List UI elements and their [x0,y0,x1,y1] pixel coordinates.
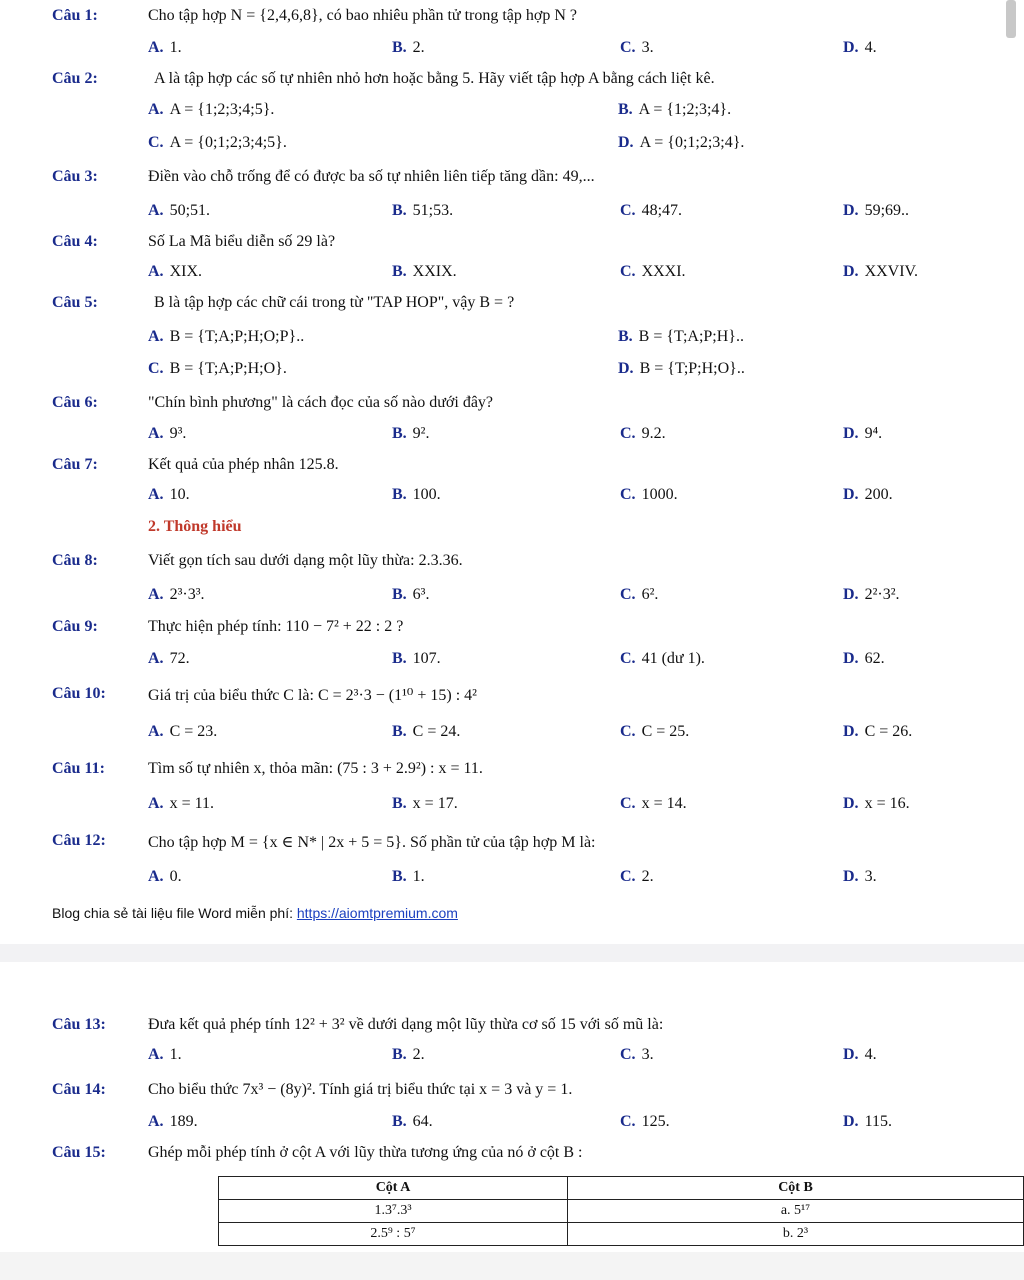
question-text: Điền vào chỗ trống để có được ba số tự nhiên liên tiếp tăng dần: 49,... [148,168,595,185]
option-b: B. 6³. [392,586,430,603]
option-a: A. 9³. [148,425,187,442]
question-label: Câu 10: [52,685,106,702]
question-label: Câu 11: [52,760,105,777]
option-d: D. x = 16. [843,795,910,812]
question-text: "Chín bình phương" là cách đọc của số nào dưới đây? [148,394,494,411]
option-b: B. 1. [392,868,425,885]
question-label: Câu 12: [52,832,106,849]
question-label: Câu 9: [52,618,98,635]
table-row [219,1223,1024,1246]
question-text: Viết gọn tích sau dưới dạng một lũy thừa: 2.3.36. [148,552,463,569]
option-a: A. 10. [148,486,190,503]
option-c: C. 9.2. [620,425,666,442]
question-label: Câu 6: [52,394,98,411]
option-c: C. 6². [620,586,659,603]
option-c: C. 41 (dư 1). [620,650,705,667]
option-d: D. 4. [843,39,877,56]
option-b: B. 9². [392,425,430,442]
question-text: Cho tập hợp M = {x ∈ N* | 2x + 5 = 5}. Số phần tử của tập hợp M là: [148,834,596,851]
option-c: C. C = 25. [620,723,690,740]
question-label: Câu 4: [52,233,98,250]
option-b: B. B = {T;A;P;H}.. [618,328,744,345]
question-label: Câu 1: [52,7,98,24]
question-text: Thực hiện phép tính: 110 − 7² + 22 : 2 ? [148,618,404,635]
option-c: C. XXXI. [620,263,686,280]
option-c: C. 3. [620,1046,654,1063]
table-cell: 2.5⁹ : 5⁷ [219,1223,568,1246]
option-c: C. 2. [620,868,654,885]
question-label: Câu 3: [52,168,98,185]
table-cell: 1.3⁷.3³ [219,1200,568,1223]
option-c: C. B = {T;A;P;H;O}. [148,360,287,377]
table-header: Cột A [219,1177,568,1200]
table-header-row [219,1177,1024,1200]
option-c: C. 3. [620,39,654,56]
option-d: D. 3. [843,868,877,885]
option-d: D. 2²·3². [843,586,900,603]
option-c: C. 48;47. [620,202,683,219]
option-b: B. C = 24. [392,723,461,740]
question-label: Câu 8: [52,552,98,569]
question-label: Câu 2: [52,70,98,87]
option-b: B. x = 17. [392,795,458,812]
table-header: Cột B [568,1177,1024,1200]
option-a: A. 72. [148,650,190,667]
blog-note: Blog chia sẻ tài liệu file Word miễn phí: https://aiomtpremium.com [52,905,458,921]
question-label: Câu 13: [52,1016,106,1033]
question-text: Kết quả của phép nhân 125.8. [148,456,339,473]
scrollbar-thumb[interactable] [1006,0,1016,38]
option-d: D. A = {0;1;2;3;4}. [618,134,745,151]
option-a: A. C = 23. [148,723,218,740]
option-a: A. B = {T;A;P;H;O;P}.. [148,328,305,345]
option-a: A. 50;51. [148,202,211,219]
table-cell: a. 5¹⁷ [568,1200,1024,1223]
option-b: B. 51;53. [392,202,454,219]
option-b: B. 2. [392,1046,425,1063]
option-a: A. 189. [148,1113,198,1130]
option-a: A. 2³·3³. [148,586,205,603]
option-a: A. 1. [148,1046,182,1063]
option-d: D. XXVIV. [843,263,919,280]
table-row [219,1200,1024,1223]
option-d: D. 200. [843,486,893,503]
table-cell: b. 2³ [568,1223,1024,1246]
question-text: Ghép mỗi phép tính ở cột A với lũy thừa tương ứng của nó ở cột B : [148,1144,583,1161]
question-text: B là tập hợp các chữ cái trong từ "TAP HOP", vậy B = ? [154,294,515,311]
option-b: B. A = {1;2;3;4}. [618,101,732,118]
question-label: Câu 5: [52,294,98,311]
option-b: B. 64. [392,1113,433,1130]
question-text: Số La Mã biểu diễn số 29 là? [148,233,336,250]
option-d: D. 115. [843,1113,892,1130]
option-a: A. x = 11. [148,795,214,812]
option-c: C. 1000. [620,486,678,503]
blog-link[interactable]: https://aiomtpremium.com [296,905,458,921]
option-b: B. XXIX. [392,263,457,280]
question-text: Cho biểu thức 7x³ − (8y)². Tính giá trị biểu thức tại x = 3 và y = 1. [148,1081,573,1098]
question-text: Giá trị của biểu thức C là: C = 2³·3 − (1¹⁰ + 15) : 4² [148,687,477,704]
question-text: A là tập hợp các số tự nhiên nhỏ hơn hoặc bằng 5. Hãy viết tập hợp A bằng cách liệt kê. [154,70,715,87]
option-a: A. A = {1;2;3;4;5}. [148,101,275,118]
option-b: B. 2. [392,39,425,56]
question-label: Câu 14: [52,1081,106,1098]
matching-table [218,1176,1024,1246]
option-c: C. A = {0;1;2;3;4;5}. [148,134,287,151]
section-heading: 2. Thông hiểu [148,518,242,535]
question-label: Câu 7: [52,456,98,473]
option-b: B. 107. [392,650,441,667]
option-a: A. 1. [148,39,182,56]
option-d: D. 9⁴. [843,425,883,442]
question-text: Cho tập hợp N = {2,4,6,8}, có bao nhiêu phần tử trong tập hợp N ? [148,7,578,24]
option-c: C. x = 14. [620,795,687,812]
option-d: D. 62. [843,650,885,667]
option-c: C. 125. [620,1113,670,1130]
option-d: D. 4. [843,1046,877,1063]
option-d: D. 59;69.. [843,202,910,219]
option-a: A. 0. [148,868,182,885]
question-text: Đưa kết quả phép tính 12² + 3² về dưới dạng một lũy thừa cơ số 15 với số mũ là: [148,1016,664,1033]
option-d: D. B = {T;P;H;O}.. [618,360,745,377]
page-separator [0,944,1024,962]
page-footer-gap [0,1252,1024,1280]
option-a: A. XIX. [148,263,202,280]
option-d: D. C = 26. [843,723,913,740]
question-label: Câu 15: [52,1144,106,1161]
option-b: B. 100. [392,486,441,503]
question-text: Tìm số tự nhiên x, thỏa mãn: (75 : 3 + 2.9²) : x = 11. [148,760,483,777]
